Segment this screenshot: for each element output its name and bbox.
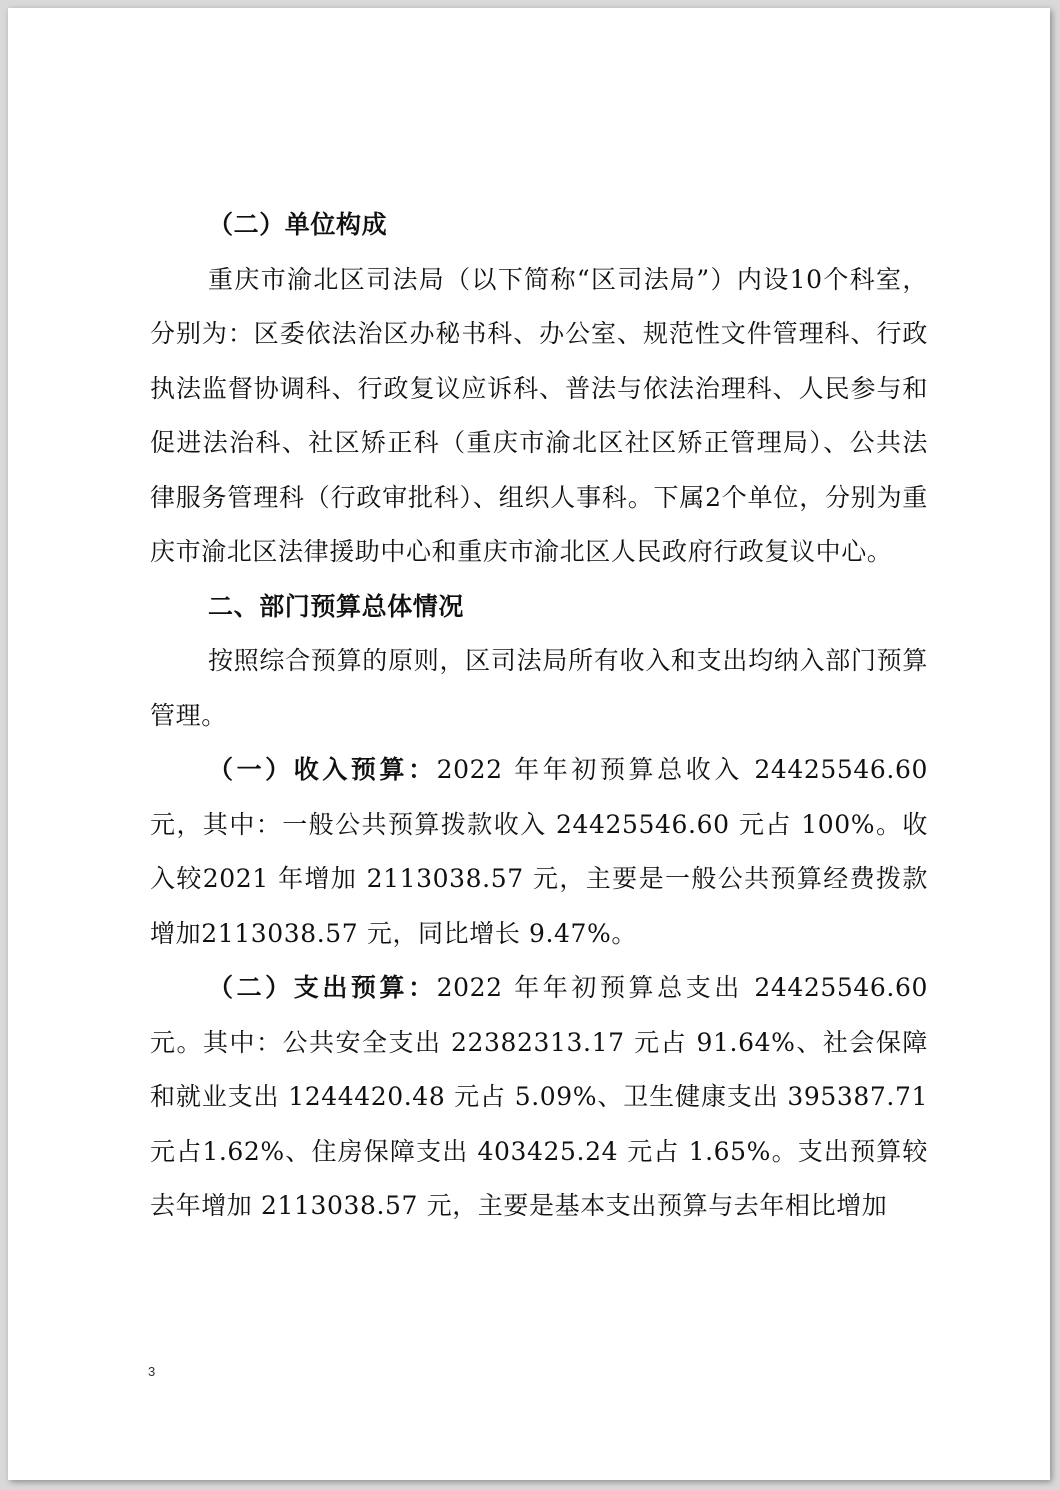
document-body: [150, 198, 928, 1234]
page-number: 3: [148, 1364, 156, 1379]
expense-text: 2022 年年初预算总支出 24425546.60 元。其中：公共安全支出 22382313.17 元占 91.64%、社会保障和就业支出 1244420.48 元占 5.09%、卫生健康支出 395387.71 元占1.62%、住房保障支出 403425.24 元占 1.65%。支出预算较去年增加 2113038.57 元，主要是基本支出预算与去年相比增加: [150, 973, 928, 1220]
expense-paragraph: [150, 961, 928, 1234]
income-lead: （一）收入预算：: [208, 755, 437, 784]
expense-lead: （二）支出预算：: [208, 973, 437, 1002]
document-page: [8, 8, 1050, 1480]
income-text: 2022 年年初预算总收入 24425546.60 元，其中：一般公共预算拨款收入 24425546.60 元占 100%。收入较2021 年增加 2113038.57 元，主要是一般公共预算经费拨款增加2113038.57 元，同比增长 9.47%。: [150, 755, 928, 948]
section-unit-heading: （二）单位构成: [208, 210, 388, 239]
unit-paragraph: 重庆市渝北区司法局（以下简称“区司法局”）内设10个科室，分别为：区委依法治区办秘书科、办公室、规范性文件管理科、行政执法监督协调科、行政复议应诉科、普法与依法治理科、人民参与和促进法治科、社区矫正科（重庆市渝北区社区矫正管理局）、公共法律服务管理科（行政审批科）、组织人事科。下属2个单位，分别为重庆市渝北区法律援助中心和重庆市渝北区人民政府行政复议中心。: [150, 264, 928, 566]
section-budget-heading: 二、部门预算总体情况: [208, 591, 465, 621]
budget-intro-paragraph: 按照综合预算的原则，区司法局所有收入和支出均纳入部门预算管理。: [150, 646, 928, 730]
income-paragraph: [150, 743, 928, 961]
